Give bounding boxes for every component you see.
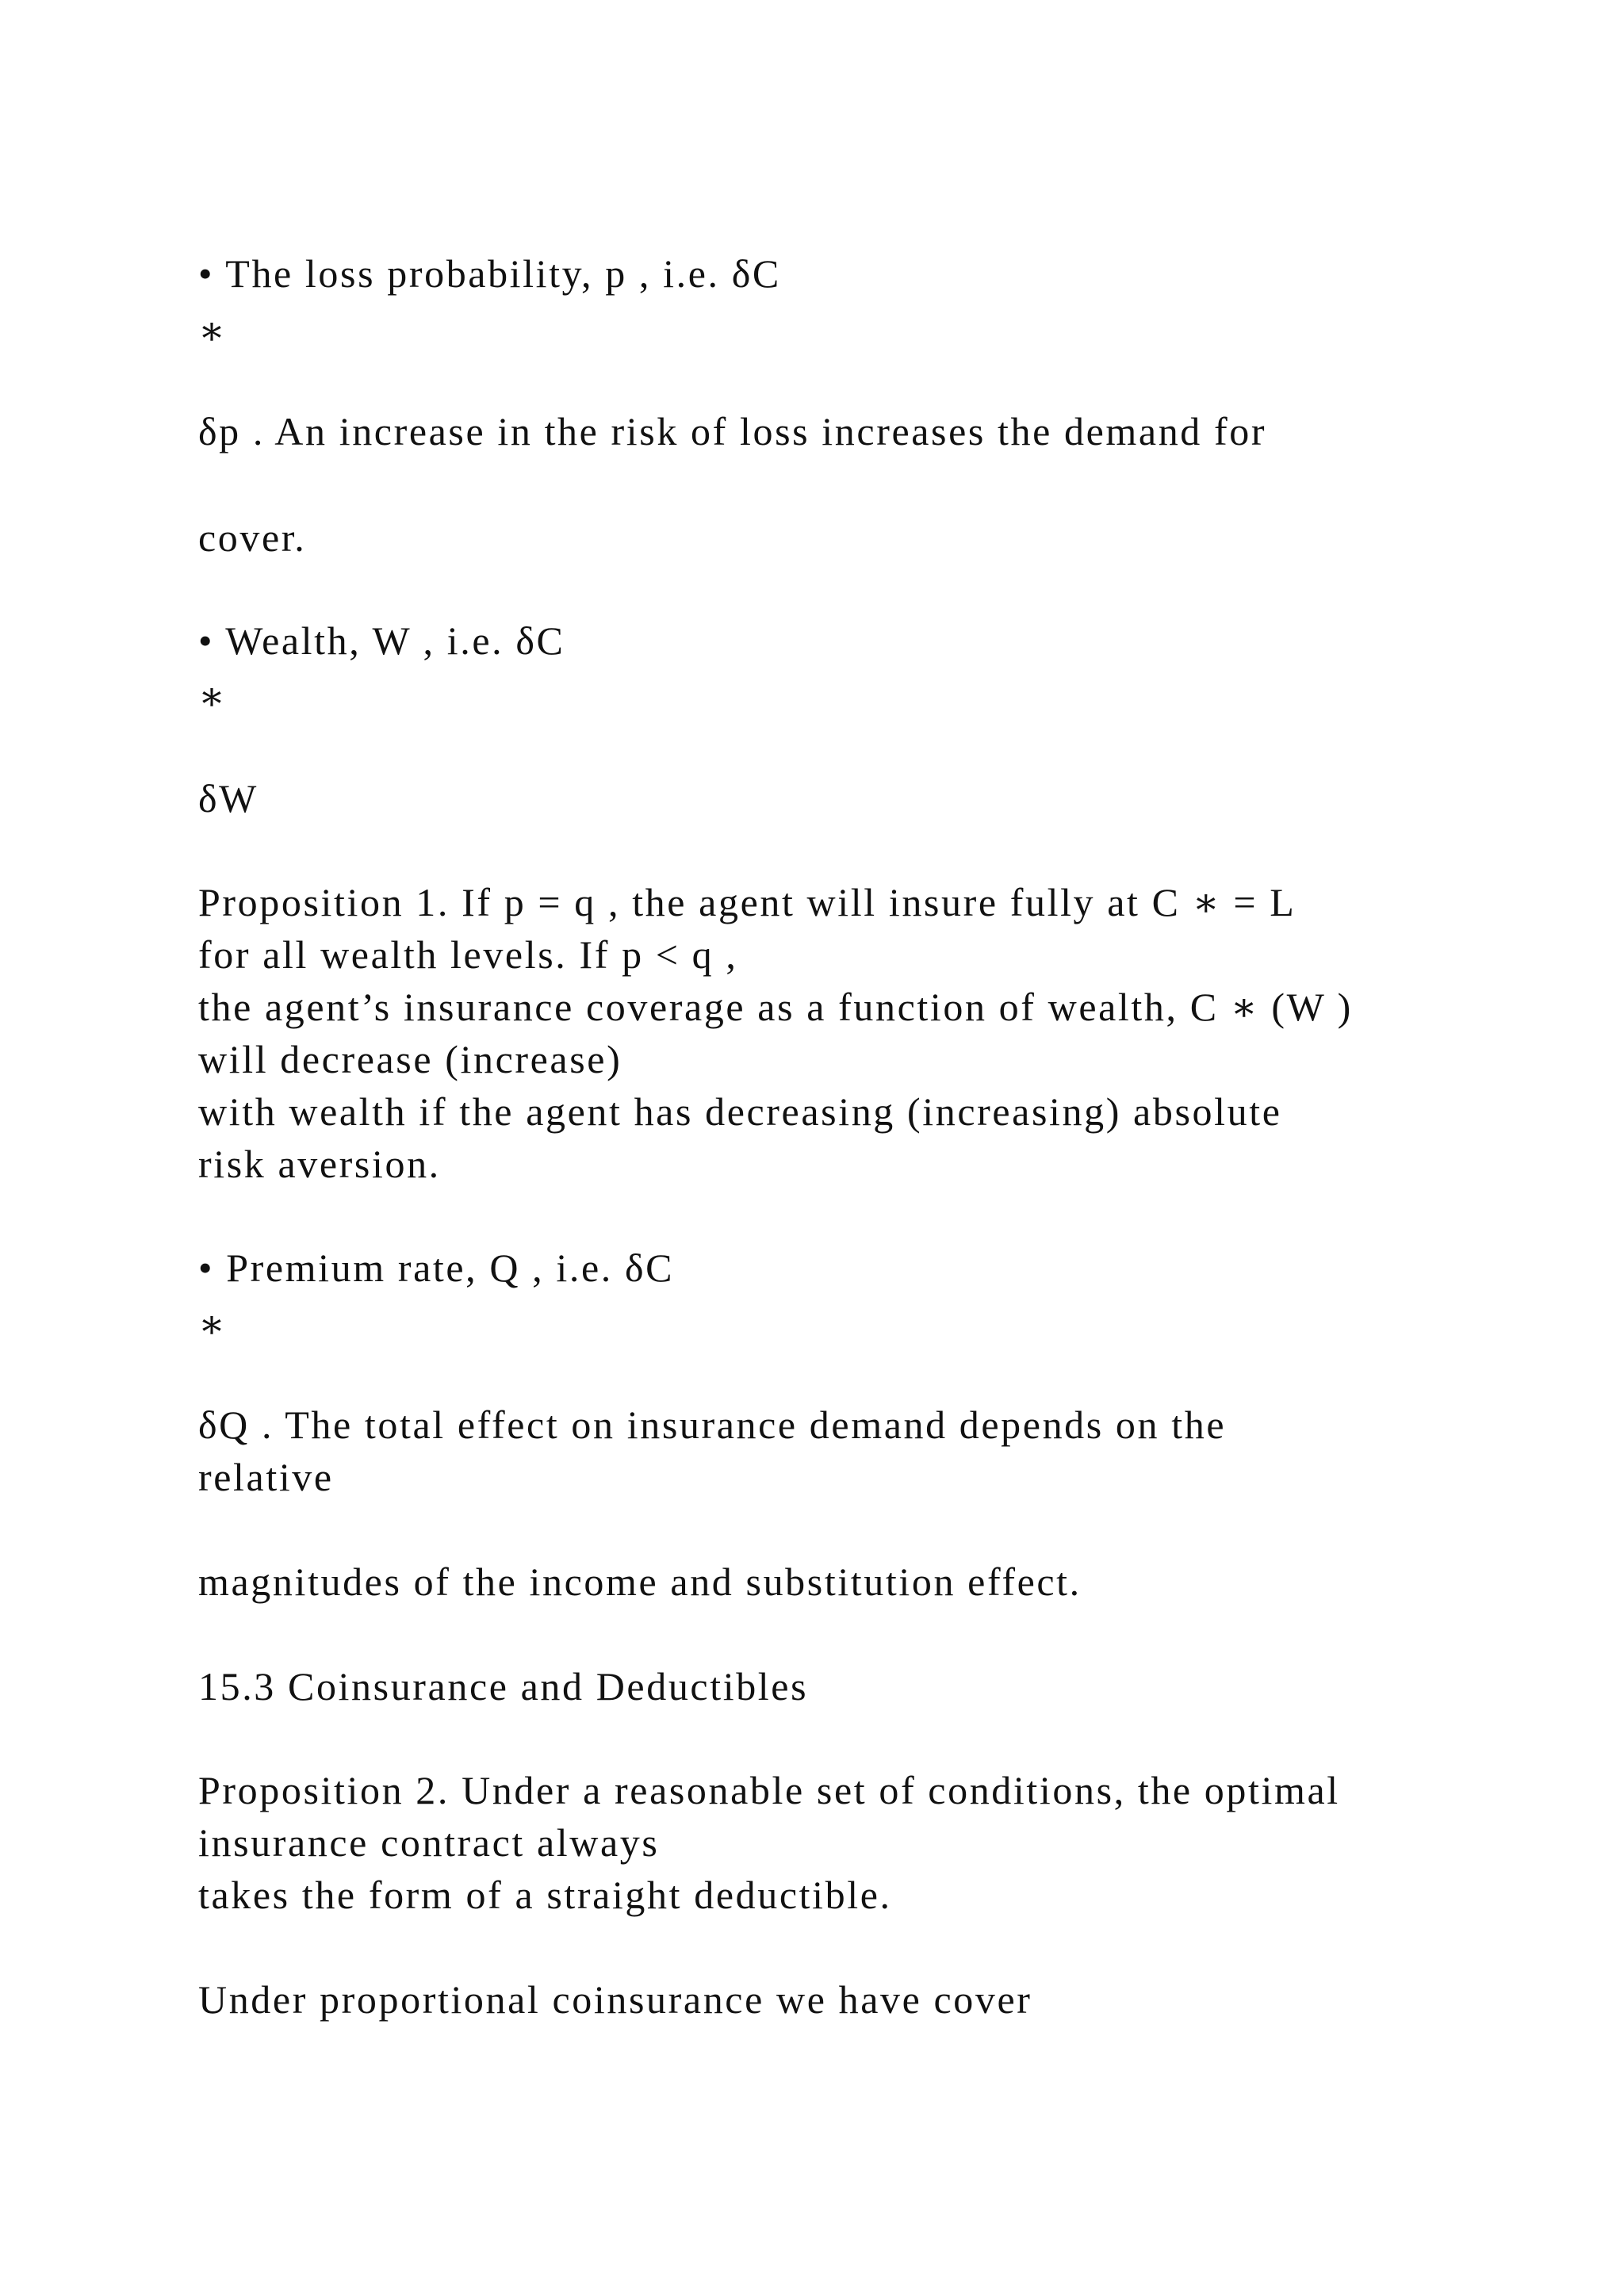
text-line: with wealth if the agent has decreasing (increasing) absolute	[198, 1089, 1282, 1134]
text-line: relative	[198, 1455, 334, 1499]
proposition-1: Proposition 1. If p = q , the agent will insure fully at C ∗ = L	[198, 880, 1297, 924]
text-line: insurance contract always	[198, 1820, 660, 1865]
section-heading: 15.3 Coinsurance and Deductibles	[198, 1664, 809, 1709]
bullet-premium-rate: • Premium rate, Q , i.e. δC	[198, 1246, 675, 1290]
text-line: the agent’s insurance coverage as a function of wealth, C ∗ (W )	[198, 985, 1353, 1029]
delta-w: δW	[198, 776, 259, 821]
text-line: takes the form of a straight deductible.	[198, 1873, 892, 1917]
text-line: magnitudes of the income and substitution effect.	[198, 1559, 1082, 1604]
asterisk-superscript: ∗	[198, 674, 228, 718]
bullet-loss-probability: • The loss probability, p , i.e. δC	[198, 251, 781, 296]
premium-rate-explanation: δQ . The total effect on insurance demand depends on the	[198, 1402, 1227, 1447]
loss-probability-explanation: δp . An increase in the risk of loss increases the demand for	[198, 409, 1267, 453]
text-line: risk aversion.	[198, 1142, 441, 1186]
asterisk-superscript: ∗	[198, 308, 228, 353]
asterisk-superscript: ∗	[198, 1302, 228, 1346]
text-line: Under proportional coinsurance we have cover	[198, 1977, 1032, 2022]
text-line: cover.	[198, 515, 307, 560]
bullet-wealth: • Wealth, W , i.e. δC	[198, 618, 565, 663]
text-line: will decrease (increase)	[198, 1037, 622, 1081]
proposition-2: Proposition 2. Under a reasonable set of conditions, the optimal	[198, 1768, 1340, 1812]
text-line: for all wealth levels. If p < q ,	[198, 932, 738, 977]
